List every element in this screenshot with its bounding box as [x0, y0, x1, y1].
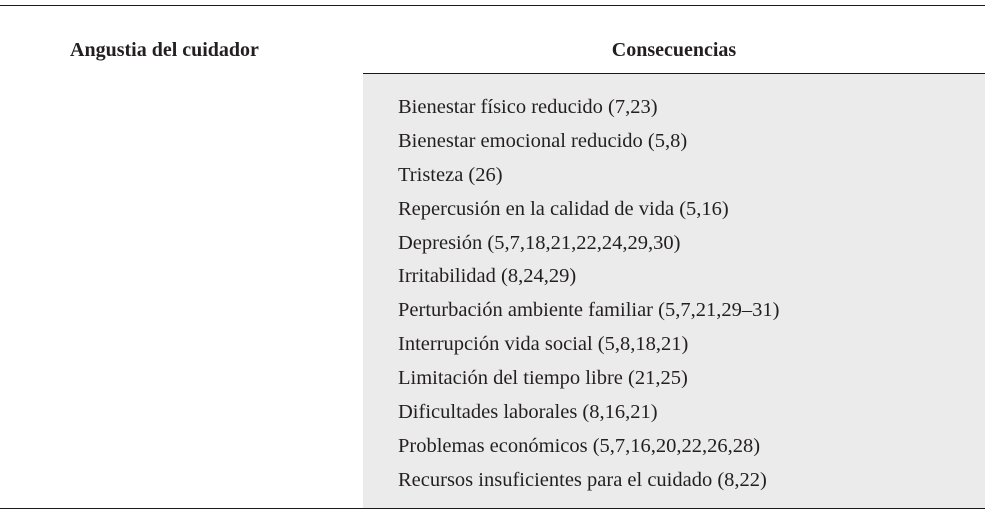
column-header-consequences: Consecuencias [611, 39, 737, 61]
table-top-rule [0, 5, 985, 6]
list-item: Perturbación ambiente familiar (5,7,21,29–31) [398, 299, 780, 322]
list-item: Bienestar físico reducido (7,23) [398, 96, 658, 118]
list-item: Interrupción vida social (5,8,18,21) [398, 333, 689, 356]
list-item: Dificultades laborales (8,16,21) [398, 401, 658, 424]
column-header-caregiver-distress: Angustia del cuidador [70, 39, 259, 61]
list-item: Depresión (5,7,18,21,22,24,29,30) [398, 231, 681, 254]
list-item: Repercusión en la calidad de vida (5,16) [398, 197, 729, 220]
table-bottom-rule [0, 508, 985, 509]
list-item: Bienestar emocional reducido (5,8) [398, 129, 688, 152]
list-item: Problemas económicos (5,7,16,20,22,26,28) [398, 434, 761, 457]
list-item: Recursos insuficientes para el cuidado (8,22) [398, 468, 767, 491]
list-item: Tristeza (26) [398, 163, 503, 186]
consequences-list [398, 93, 779, 500]
list-item: Irritabilidad (8,24,29) [398, 265, 577, 288]
list-item: Limitación del tiempo libre (21,25) [398, 367, 688, 390]
